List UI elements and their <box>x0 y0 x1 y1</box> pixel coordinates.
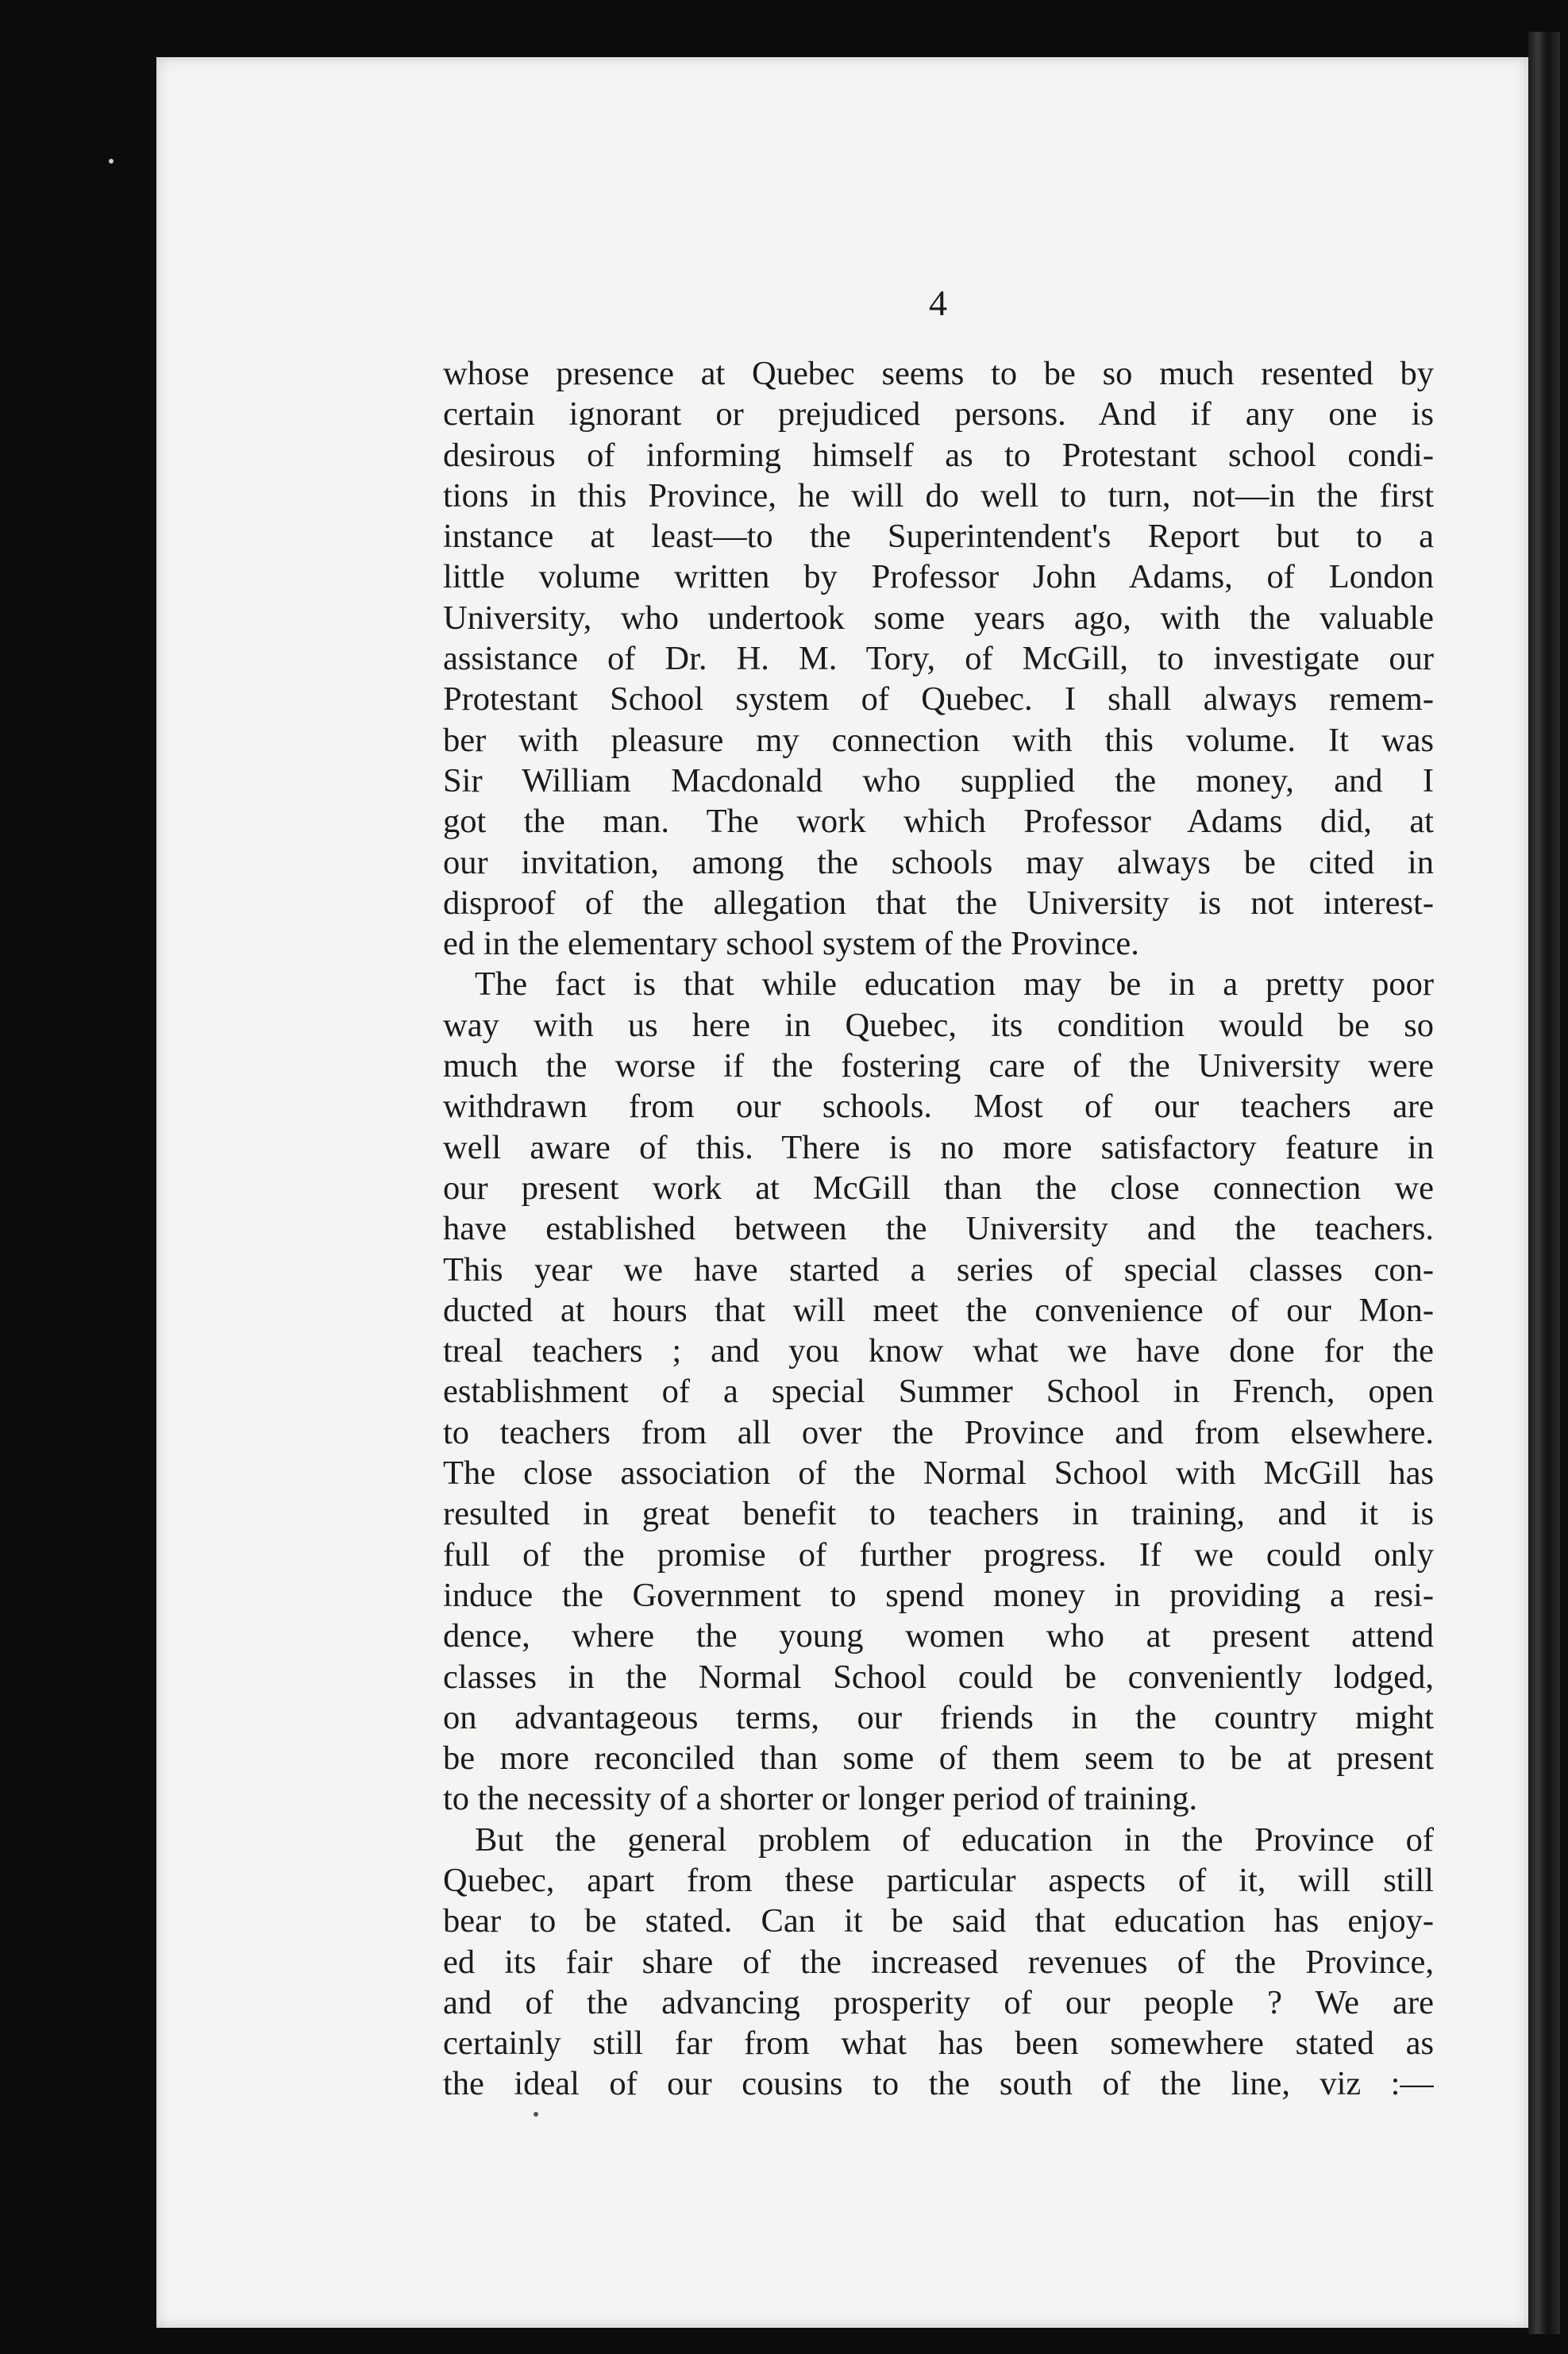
text-line: whose presence at Quebec seems to be so much resented by <box>443 355 1434 392</box>
text-line: way with us here in Quebec, its condition would be so <box>443 1006 1434 1044</box>
paragraph <box>443 353 1434 964</box>
page-number: 4 <box>929 283 947 323</box>
text-line: be more reconciled than some of them seem to be at present <box>443 1739 1434 1778</box>
text-line: the ideal of our cousins to the south of the line, viz :— <box>443 2065 1434 2103</box>
scan-speck <box>109 159 114 164</box>
text-line: on advantageous terms, our friends in the country might <box>443 1698 1434 1736</box>
text-line: withdrawn from our schools. Most of our teachers are <box>443 1088 1434 1126</box>
paragraph <box>443 964 1434 1819</box>
text-line: and of the advancing prosperity of our people ? We are <box>443 1983 1434 2021</box>
text-line: treal teachers ; and you know what we have done for the <box>443 1332 1434 1370</box>
text-line: Protestant School system of Quebec. I shall always remem- <box>443 680 1434 719</box>
text-line: This year we have started a series of special classes con- <box>443 1250 1434 1289</box>
ink-dot <box>534 2112 538 2117</box>
text-line: have established between the University and the teachers. <box>443 1210 1434 1248</box>
text-line: resulted in great benefit to teachers in training, and it is <box>443 1495 1434 1533</box>
text-line: ed in the elementary school system of the Province. <box>443 925 1139 963</box>
text-line: disproof of the allegation that the University is not interest- <box>443 884 1434 922</box>
text-line: dence, where the young women who at present attend <box>443 1617 1434 1655</box>
text-line: certainly still far from what has been somewhere stated as <box>443 2025 1434 2063</box>
text-line: ducted at hours that will meet the convenience of our Mon- <box>443 1291 1434 1329</box>
text-line: full of the promise of further progress. If we could only <box>443 1535 1434 1574</box>
text-line: tions in this Province, he will do well to turn, not—in the first <box>443 476 1434 514</box>
text-line: desirous of informing himself as to Protestant school condi- <box>443 436 1434 474</box>
text-line: ed its fair share of the increased revenues of the Province, <box>443 1943 1434 1981</box>
text-line: instance at least—to the Superintendent's Report but to a <box>443 518 1434 556</box>
text-line: But the general problem of education in the Province of <box>475 1820 1434 1859</box>
paragraph <box>443 1820 1434 2105</box>
text-line: well aware of this. There is no more satisfactory feature in <box>443 1128 1434 1166</box>
text-line: ber with pleasure my connection with this volume. It was <box>443 721 1434 759</box>
text-line: our present work at McGill than the close connection we <box>443 1169 1434 1207</box>
text-line: bear to be stated. Can it be said that education has enjoy- <box>443 1902 1434 1940</box>
text-line: much the worse if the fostering care of the University were <box>443 1047 1434 1085</box>
text-line: Quebec, apart from these particular aspects of it, will still <box>443 1861 1434 1899</box>
text-line: establishment of a special Summer School in French, open <box>443 1373 1434 1411</box>
text-line: assistance of Dr. H. M. Tory, of McGill, to investigate our <box>443 640 1434 678</box>
text-line: little volume written by Professor John Adams, of London <box>443 558 1434 596</box>
text-line: The fact is that while education may be in a pretty poor <box>475 965 1434 1004</box>
text-line: The close association of the Normal School with McGill has <box>443 1454 1434 1493</box>
scan-right-edge <box>1528 32 1560 2334</box>
text-line: to teachers from all over the Province and from elsewhere. <box>443 1413 1434 1451</box>
text-line: certain ignorant or prejudiced persons. And if any one is <box>443 395 1434 433</box>
text-line: our invitation, among the schools may always be cited in <box>443 843 1434 881</box>
text-line: induce the Government to spend money in providing a resi- <box>443 1576 1434 1614</box>
text-line: got the man. The work which Professor Adams did, at <box>443 803 1434 841</box>
text-line: University, who undertook some years ago, with the valuable <box>443 599 1434 637</box>
text-line: Sir William Macdonald who supplied the money, and I <box>443 761 1434 799</box>
text-line: classes in the Normal School could be conveniently lodged, <box>443 1658 1434 1696</box>
text-line: to the necessity of a shorter or longer period of training. <box>443 1780 1198 1818</box>
body-text <box>443 353 1434 2105</box>
